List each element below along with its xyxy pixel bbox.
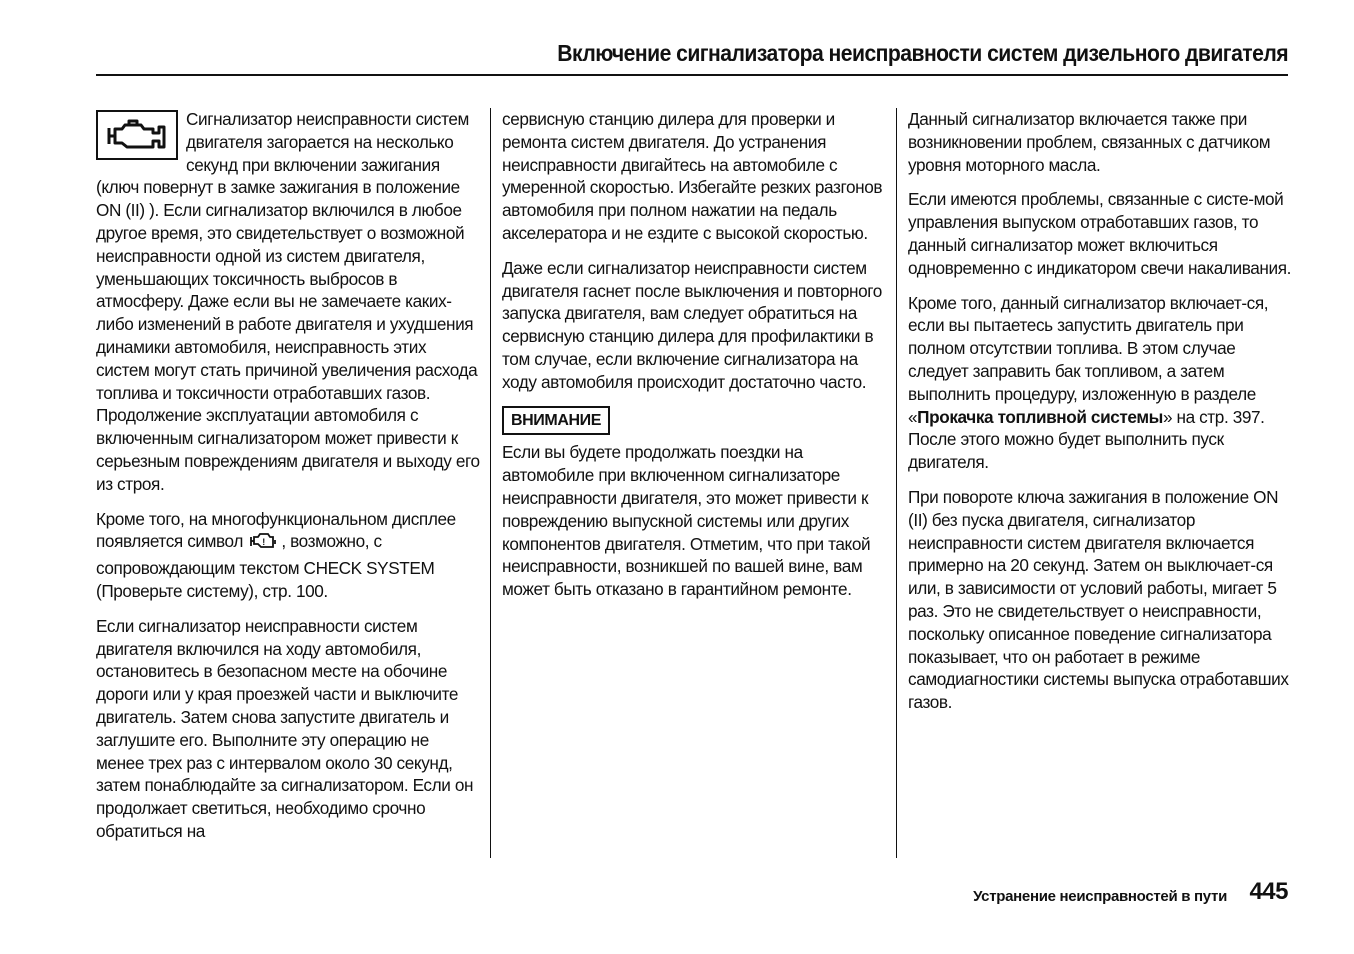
title-rule <box>96 74 1288 76</box>
column-divider-1 <box>490 108 491 858</box>
paragraph-stop-instructions: Если сигнализатор неисправности систем двигателя включился на ходу автомобиля, остановитесь в безопасном месте на обочине дороги или у края проезжей части и выключите двигатель. Затем снова запустите двигатель и заглушите его. Выполните эту операцию не менее трех раз с интервалом около 30 секунд, затем понаблюдайте за сигнализатором. Если он продолжает светиться, необходимо срочно обратиться на <box>96 615 474 841</box>
check-engine-icon <box>96 110 178 160</box>
paragraph-service-station: сервисную станцию дилера для проверки и ремонта систем двигателя. До устранения неисправности двигайтесь на автомобиле с умеренной скоростью. Избегайте резких разгонов автомобиля при полном нажатии на педаль акселератора и не ездите с высокой скоростью. <box>502 109 883 243</box>
check-system-icon <box>249 531 279 557</box>
text-column-2 <box>502 108 887 613</box>
paragraph-engine-warning <box>96 108 481 496</box>
paragraph-exhaust-control: Если имеются проблемы, связанные с систе-мой управления выпуском отработавших газов, то данный сигнализатор может включиться одновременно с индикатором свечи накаливания. <box>908 189 1291 278</box>
paragraph-no-fuel: Кроме того, данный сигнализатор включает-ся, если вы пытаетесь запустить двигатель при полном отсутствии топлива. В этом случае следует заправить бак топливом, а затем выполнить процедуру, изложенную в разделе «Прокачка топливной системы» на стр. 397. После этого можно будет выполнить пуск двигателя. <box>908 292 1269 473</box>
fuel-bleed-section-reference: Прокачка топливной системы <box>917 406 1163 427</box>
paragraph-self-diagnosis: При повороте ключа зажигания в положение ON (II) без пуска двигателя, сигнализатор неисправности систем двигателя включается примерно на 20 секунд. Затем он выключает-ся или, в зависимости от условий работы, мигает 5 раз. Это не свидетельствует о неисправности, поскольку описанное поведение сигнализатора показывает, что он работает в режиме самодиагностики системы выпуска отработавших газов. <box>908 486 1289 713</box>
paragraph-display-symbol: Кроме того, на многофункциональном дисплее появляется символ ! , возможно, с сопровождающим текстом CHECK SYSTEM (Проверьте систему), стр. 100. <box>96 508 456 601</box>
paragraph-warning-text: Если вы будете продолжать поездки на автомобиле при включенном сигнализаторе неисправности двигателя, это может привести к повреждению выпускной системы или других компонентов двигателя. Отметим, что при такой неисправности, возникшей по вашей вине, вам может быть отказано в гарантийном ремонте. <box>502 442 871 600</box>
paragraph-oil-sensor: Данный сигнализатор включается также при возникновении проблем, связанных с датчиком уровня моторного масла. <box>908 109 1271 175</box>
page-title: Включение сигнализатора неисправности систем дизельного двигателя <box>557 40 1288 66</box>
page-number: 445 <box>1249 878 1288 905</box>
paragraph-text: Сигнализатор неисправности систем двигателя загорается на несколько секунд при включении зажигания (ключ повернут в замке зажигания в положение ON (II) ). Если сигнализатор включился в любое другое время, это свидетельствует о возможной неисправности одной из систем двигателя, уменьшающих токсичность выбросов в атмосферу. Даже если вы не замечаете каких-либо изменений в работе двигателя и ухудшения динамики автомобиля, неисправность этих систем могут стать причиной увеличения расхода топлива и токсичности отработавших газов. Продолжение эксплуатации автомобиля с включенным сигнализатором может привести к серьезным повреждениям двигателя и выходу его из строя. <box>96 109 480 494</box>
text-column-3 <box>908 108 1293 726</box>
column-divider-2 <box>896 108 897 858</box>
warning-label: ВНИМАНИЕ <box>502 406 610 436</box>
svg-text:!: ! <box>262 537 266 548</box>
text-column-1 <box>96 108 481 855</box>
paragraph-frequent-activation: Даже если сигнализатор неисправности систем двигателя гаснет после выключения и повторного запуска двигателя, вам следует обратиться на сервисную станцию дилера для профилактики в том случае, если включение сигнализатора на ходу автомобиля происходит достаточно часто. <box>502 257 882 392</box>
footer-section-title: Устранение неисправностей в пути <box>973 888 1227 905</box>
